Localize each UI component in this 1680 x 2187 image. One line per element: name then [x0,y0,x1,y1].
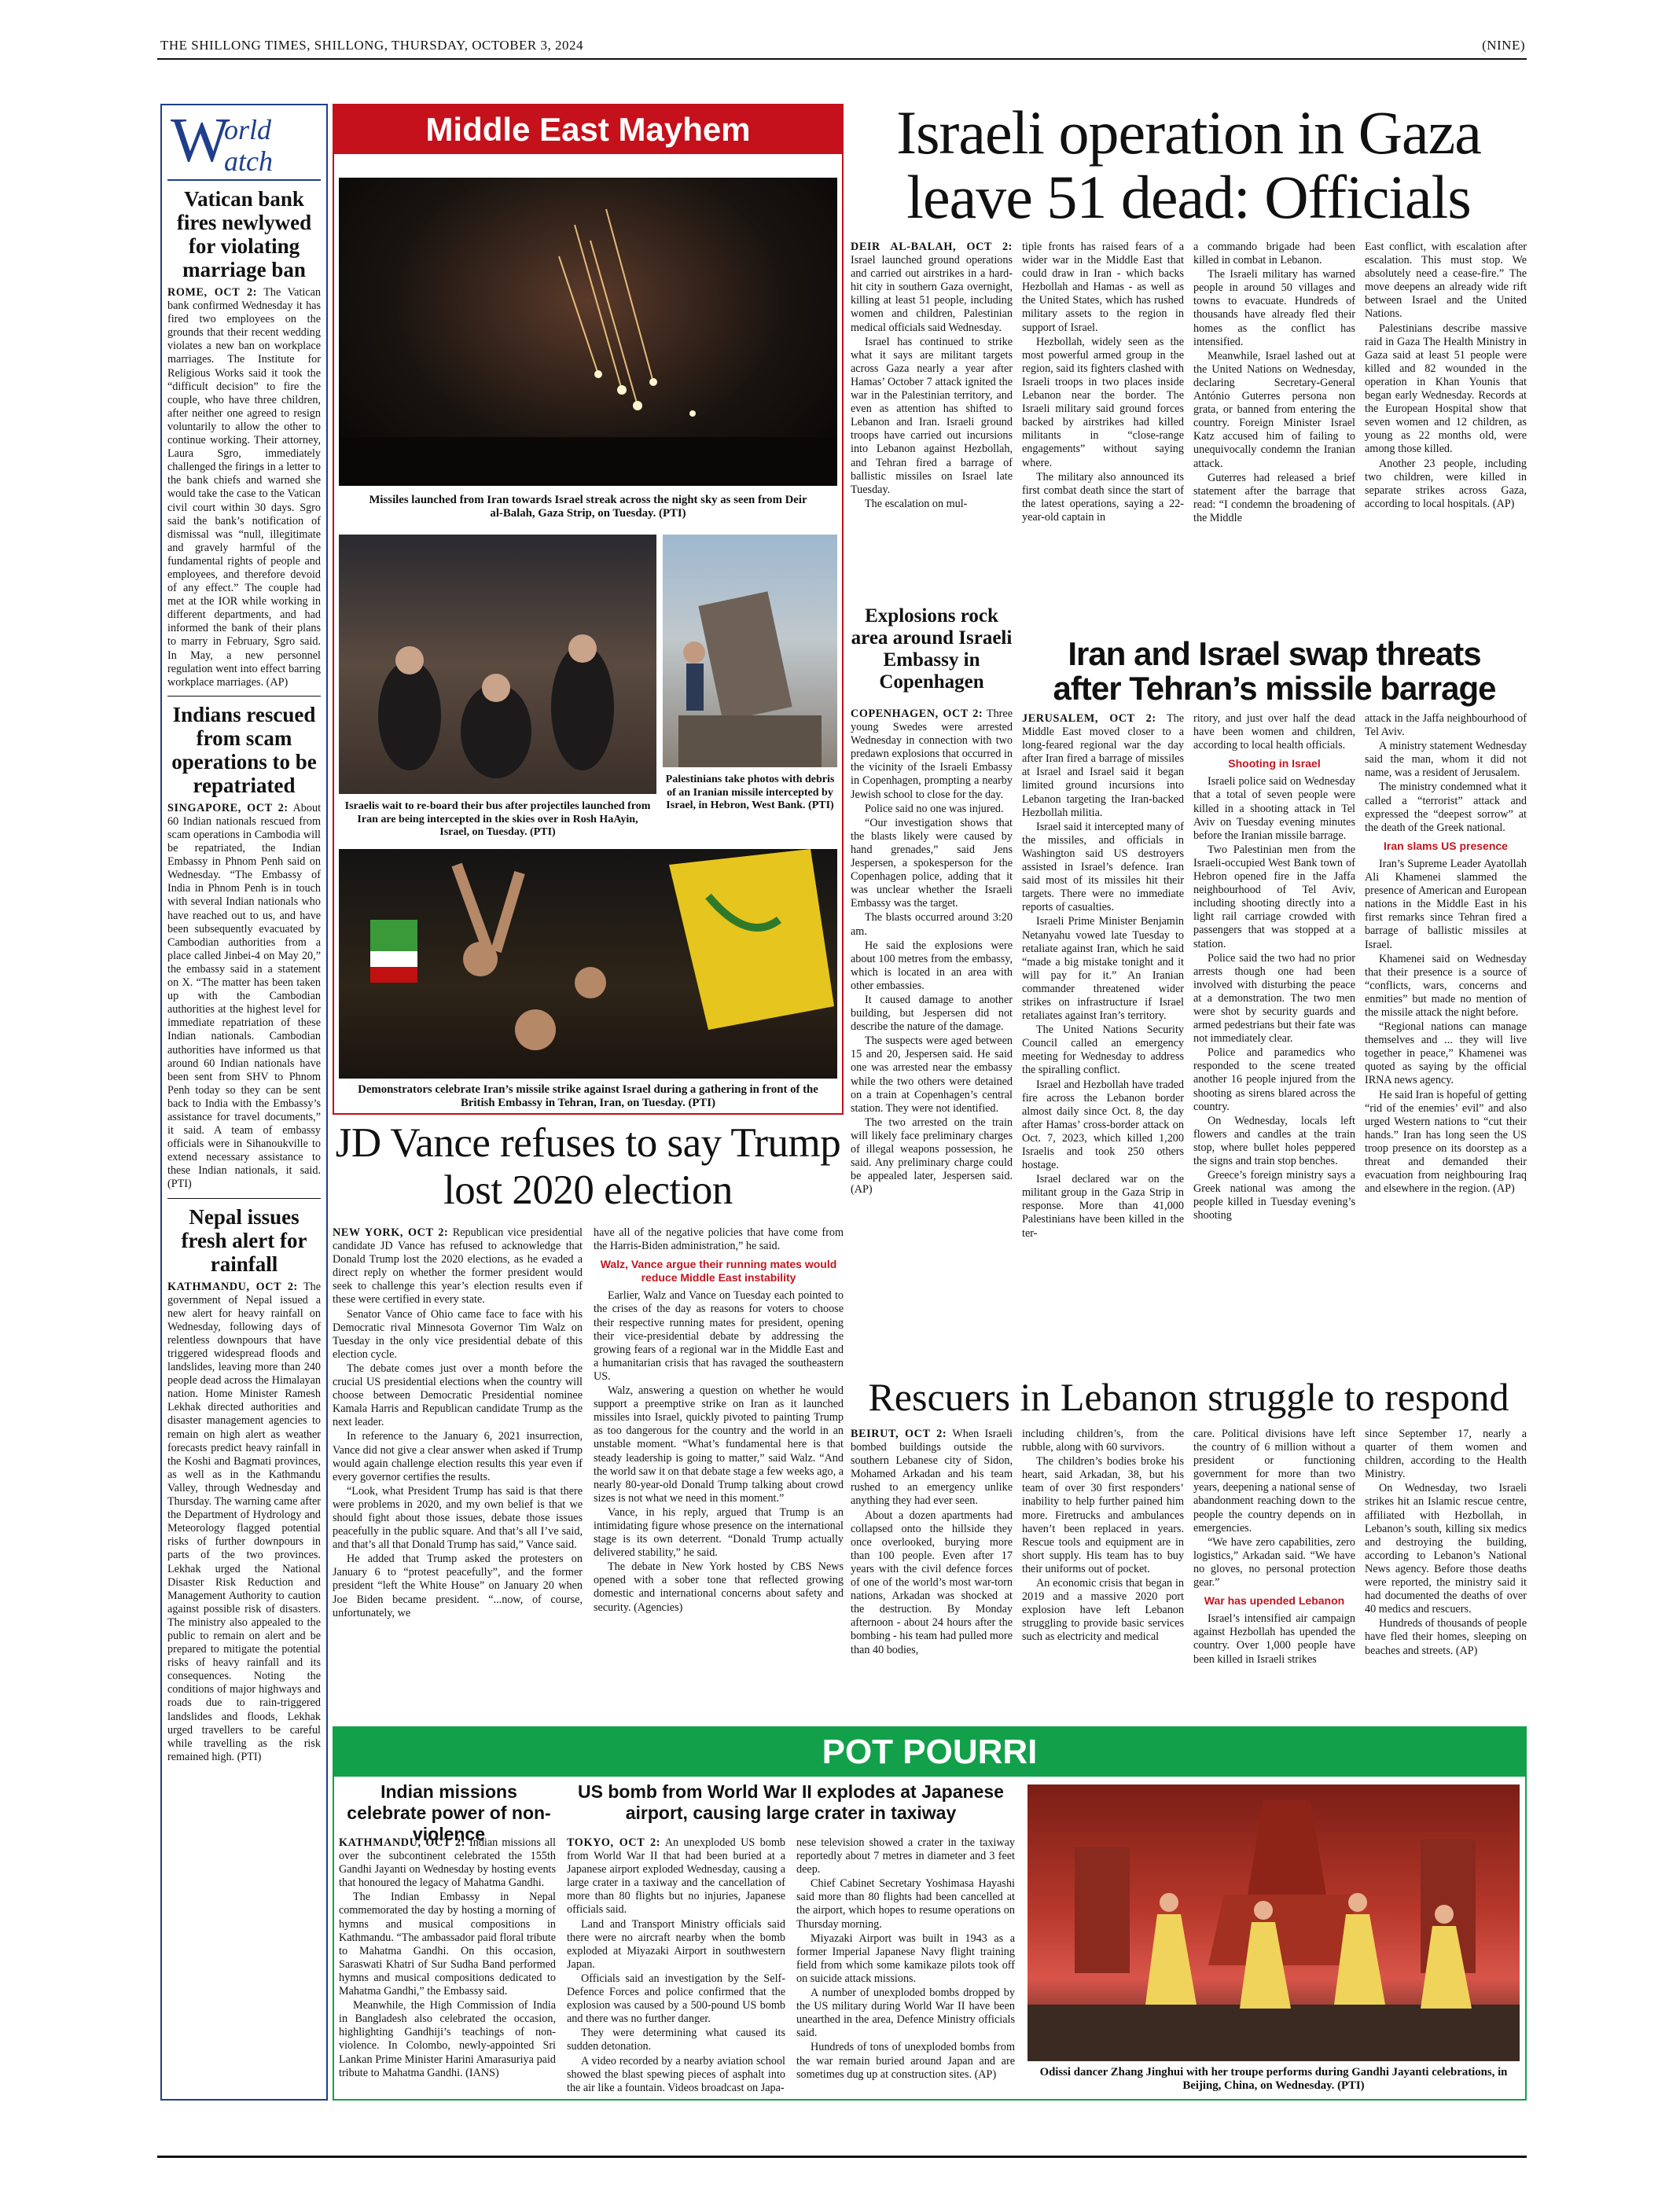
body-text: Police and paramedics who responded to the scene treated another 16 people injured from the shooting as sirens blared across the country. [1193,1046,1355,1113]
subhead: Iran slams US presence [1384,839,1508,852]
body-text: The two arrested on the train will likely face preliminary charges of illegal weapons possession, he said. Any preliminary charge could be appealed later, Jespersen said. (AP) [851,1116,1013,1196]
body-text: The blasts occurred around 3:20 am. [851,911,1013,938]
body-text: The escalation on mul- [865,497,968,510]
body-text: since September 17, nearly a quarter of them women and children, according to the Health Ministry. [1365,1428,1527,1481]
body-text: Indian missions all over the subcontinent celebrated the 155th Gandhi Jayanti on Wednesday by hosting events that honoured the legacy of Mahatma Gandhi. [339,1836,556,1890]
headline: Nepal issues fresh alert for rainfall [181,1204,307,1276]
body-text: Meanwhile, the High Commission of India in Bangladesh also celebrated the occasion, highlighting Gandhiji’s teachings of non-violence. In Colombo, newly-appointed Sri Lankan Prime Minister Harini Amarasuriya paid tribute to Mahatma Gandhi. (IANS) [339,1999,556,2079]
footer-rule [157,2156,1527,2158]
lebanon-col-2 [1022,1428,1184,1758]
body-text: Israeli Prime Minister Benjamin Netanyahu vowed late Tuesday to retaliate against Iran, which he said “made a big mistake tonight and it will pay for it.” An Iranian commander threatened wider strikes on infrastructure if Israel retaliates against Iran’s territory. [1022,915,1184,1023]
mideast-box [333,104,844,1115]
photo-caption: Odissi dancer Zhang Jinghui with her troupe performs during Gandhi Jayanti celebrations, in Beijing, China, on Wednesday. (PTI) [1039,2066,1508,2093]
body-text: Israel declared war on the militant group in the Gaza Strip in response. More than 41,000 Palestinians have been killed in the ter- [1022,1173,1184,1240]
iran-col-1 [1022,712,1184,1365]
story-indians-rescued [167,703,321,1192]
body-text: A ministry statement Wednesday said the man, whom it did not name, was a resident of Jerusalem. [1365,740,1527,780]
body-text: The Indian Embassy in Nepal commemorated the day by hosting a morning of hymns and musical compositions in Kathmandu. “The ambassador paid floral tribute to Mahatma Gandhi. On this occasion, Saraswati Khatri of Sur Sudha Band performed hymns and musical compositions dedicated to Mahatma Gandhi,” the Embassy said. [339,1891,556,1998]
body-text: a commando brigade had been killed in combat in Lebanon. [1193,241,1355,267]
body-text: About a dozen apartments had collapsed onto the hillside they once overlooked, burying more than 100 people. Even after 17 years with the civil defence forces of one of the world’s most war-torn nations, Arkadan was shocked at the destruction. By Monday afternoon - about 24 hours after the bombing - his team had pulled more than 40 bodies, [851,1509,1013,1656]
body-text: Chief Cabinet Secretary Yoshimasa Hayashi said more than 80 flights had been cancelled at the airport, which hopes to resume operations on Thursday morning. [796,1877,1015,1931]
body-text: Senator Vance of Ohio came face to face with his Democratic rival Minnesota Governor Tim Walz on Tuesday in the only vice presidential debate of this election cycle. [333,1307,583,1361]
subhead: Walz, Vance argue their running mates would reduce Middle East instability [600,1258,837,1285]
subhead: Shooting in Israel [1228,757,1321,770]
body-text: Israel has continued to strike what it says are militant targets across Gaza nearly a year after Hamas’ October 7 attack ignited the war in the Palestinian territory, and even as attention has shifted to Lebanon and Iran. Israeli ground troops have carried out incursions into Lebanon against Hezbollah, and Tehran fired a barrage of ballistic missiles on Israel late Tuesday. [851,335,1013,496]
story-nepal [167,1205,321,1764]
vance-col-2 [594,1226,844,1614]
body-text: “Our investigation shows that the blasts likely were caused by hand grenades,” said Jens Jespersen, a spokesperson for the Copenhagen police, adding that it was unclear whether the Israeli Embassy was the target. [851,816,1013,910]
body-text: Walz, answering a question on whether he would support a preemptive strike on Iran as it launched missiles into Israel, quickly pivoted to painting Trump as too dangerous for the country and the world in an unstable moment. “What’s fundamental here is that steady leadership is going to matter,” said Walz. “And the world saw it on that debate stage a few weeks ago, a nearly 80-year-old Donald Trump talking about crowd sizes is not what we need in this moment.” [594,1384,844,1505]
gaza-col-1 [851,241,1013,627]
dateline: JERUSALEM, OCT 2: [1022,712,1156,725]
body-text: On Wednesday, locals left flowers and candles at the train stop, where bullet holes peppered the signs and train stop benches. [1193,1114,1355,1167]
body-text: nese television showed a crater in the taxiway reportedly about 7 metres in diameter and 3 feet deep. [796,1836,1015,1876]
body-text: ritory, and just over half the dead have been women and children, according to local health officials. [1193,712,1355,752]
dateline: SINGAPORE, OCT 2: [167,801,289,814]
body-text: Israel’s intensified air campaign against Hezbollah has upended the country. Over 1,000 people have been killed in Israeli strikes [1193,1612,1355,1666]
body-text: About 60 Indian nationals rescued from scam operations in Cambodia will be repatriated, the Indian Embassy in Phnom Penh said on Wednesday. “The Embassy of India in Phnom Penh is in touch with several Indian nationals who have reached out to us, and have been subsequently evacuated by Cambodian authorities from a place called Jinbei-4 on May 20,” the embassy said in a statement on X. “The matter has been taken up with the Cambodian authorities at the highest level for immediate repatriation of these Indian nationals. Cambodian authorities have informed us that around 60 Indian nationals have been sent from SHV to Phnom Penh today so they can be sent back to India with the Embassy’s assistance for travel documents,” it said. A team of embassy officials were in Sihanoukville to extend necessary assistance to these Indian nationals, it said. (PTI) [167,801,322,1191]
missiles-night-photo [339,178,837,486]
section-banner: POT POURRI [334,1728,1525,1777]
body-text: Israel launched ground operations and carried out airstrikes in a hard-hit city in southern Gaza overnight, killing at least 51 people, including women and children, Palestinian medical officials said Wednesday. [851,254,1013,334]
body-text: Israeli police said on Wednesday that a total of seven people were killed in a shooting attack in Tel Aviv on Tuesday evening minutes before the Iranian missile barrage. [1193,775,1355,842]
body-text: including children’s, from the rubble, along with 60 survivors. [1022,1428,1184,1454]
body-text: Earlier, Walz and Vance on Tuesday each pointed to the crises of the day as reasons for voters to choose their respective running mates for president, opening their vice-presidential debate by addressing the growing fears of a regional war in the Middle East and a humanitarian crisis that has ravaged the southeastern US. [594,1289,844,1383]
photo-caption: Palestinians take photos with debris of an Iranian missile intercepted by Israel, in Hebron, West Bank. (PTI) [665,774,835,811]
body-text: The children’s bodies broke his heart, said Arkadan, 38, but his team of over 30 first responders’ inability to help further pained him more. Firetrucks and ambulances haven’t been replaced in years. Rescue tools and equipment are in short supply. His team has to buy their uniforms out of pocket. [1022,1455,1184,1575]
body-text: Two Palestinian men from the Israeli-occupied West Bank town of Hebron opened fire in the Jaffa neighbourhood of Tel Aviv, including shooting directly into a light rail carriage crowded with passengers that was stopped at a station. [1193,843,1355,950]
gaza-col-2 [1022,241,1184,627]
body-text: The debate in New York hosted by CBS News opened with a sober tone that reflected growing domestic and international concerns about safety and security. (Agencies) [594,1560,844,1614]
body-text: He said the explosions were about 100 metres from the embassy, which is located in an area with other embassies. [851,939,1013,992]
body-text: The United Nations Security Council called an emergency meeting for Wednesday to address the spiralling conflict. [1022,1024,1184,1077]
body-text: “Look, what President Trump has said is that there were problems in 2020, and my own belief is that we should fight about those issues, debate those issues peacefully in the public square. And that’s all I’ve said, and that’s all that Donald Trump has said,” Vance said. [333,1484,583,1552]
headline-copenhagen: Explosions rock area around Israeli Embassy in Copenhagen [851,605,1013,693]
body-text: Miyazaki Airport was built in 1943 as a former Imperial Japanese Navy flight training field from which some kamikaze pilots took off on suicide attack missions. [796,1932,1015,1985]
lebanon-col-1 [851,1428,1013,1758]
body-text: care. Political divisions have left the country of 6 million without a president or functioning government for more than two years, deepening a national sense of abandonment reaching down to the people the country depends on in emergencies. [1193,1428,1355,1535]
body-text: Israel and Hezbollah have traded fire across the Lebanon border almost daily since Oct. 8, the day after Hamas’ cross-border attack on Oct. 7, 2023, which killed 1,200 Israelis and took 250 others hostage. [1022,1078,1184,1172]
body-text: Israel said it intercepted many of the missiles, and officials in Washington said US destroyers assisted in Israel’s defence. Iran said most of its missiles hit their targets. There were no immediate reports of casualties. [1022,820,1184,914]
body-text: Police said no one was injured. [865,802,1004,815]
dateline: TOKYO, OCT 2: [567,1836,661,1849]
body-text: They were determining what caused its sudden detonation. [567,2027,785,2053]
header-rule [157,58,1527,60]
body-text: An unexploded US bomb from World War II that had been buried at a Japanese airport exploded Wednesday, causing a large crater in a taxiway and the cancellation of more than 80 flights but no injuries, Japanese officials said. [567,1836,786,1917]
bomb-col-2 [796,1836,1015,2096]
dateline: COPENHAGEN, OCT 2: [851,708,983,720]
body-text: The Vatican bank confirmed Wednesday it has fired two employees on the grounds that their recent wedding violates a new ban on workplace marriages. The Institute for Religious Works said it took the “difficult decision” to fire the couple, who have three children, after neither one agreed to resign voluntarily to allow the other to continue working. Their attorney, Laura Sgro, immediately challenged the firings in a letter to the bank chiefs and warned she would take the case to the Vatican civil court within 30 days. Sgro said the bank’s notification of dismissal was “null, illegitimate and gravely harmful of the fundamental rights of people and employees, and therefore devoid of any effect.” The couple had met at the IOR while working in different departments, and had informed the bank of their plans to marry in February, Sgro said. In May, a new personnel regulation went into effect barring workplace marriages. (AP) [167,286,321,689]
body-text: On Wednesday, two Israeli strikes hit an Islamic rescue centre, affiliated with Hezbollah, in Lebanon’s south, killing six medics and destroying the building, according to Lebanon’s National News agency. Before those deaths were reported, the ministry said it had documented the deaths of over 40 medics and rescuers. [1365,1482,1527,1616]
headline: Vatican bank fires newlywed for violating marriage ban [176,187,312,281]
section-banner: Middle East Mayhem [334,105,842,154]
body-text: A video recorded by a nearby aviation school showed the blast spewing pieces of asphalt into the air like a fountain. Videos broadcast on Japa- [567,2054,785,2094]
israelis-bus-photo [339,535,656,794]
bomb-col-1 [567,1836,785,2096]
body-text: Land and Transport Ministry officials said there were no aircraft nearby when the bomb exploded at Miyazaki Airport in southwestern Japan. [567,1917,785,1971]
dateline: DEIR AL-BALAH, OCT 2: [851,241,1013,253]
body-text: It caused damage to another building, but Jespersen did not describe the nature of the damage. [851,993,1013,1034]
tehran-demonstrators-photo [339,849,837,1079]
body-text: Greece’s foreign ministry says a Greek national was among the people killed in Tuesday evening’s shooting [1193,1169,1355,1222]
headline: Indians rescued from scam operations to be repatriated [171,702,317,797]
logo-atch: atch [224,145,273,177]
headline-line: after Tehran’s missile barrage [1053,670,1496,707]
body-text: Hundreds of tons of unexploded bombs from the war remain buried around Japan and are sometimes dug up at construction sites. (AP) [796,2041,1015,2081]
body-text: Guterres had released a brief statement after the barrage that read: “I condemn the broadening of the Middle [1193,471,1355,524]
gaza-col-3 [1193,241,1355,627]
body-text: have all of the negative policies that have come from the Harris-Biden administration,” he said. [594,1226,844,1253]
body-text: When Israeli bombed buildings outside the southern Lebanese city of Sidon, Mohamed Arkadan and his team rushed to an emergency unlike anything they had ever seen. [851,1428,1013,1508]
body-text: The government of Nepal issued a new alert for heavy rainfall on Wednesday, following days of relentless downpours that have triggered widespread floods and landslides, leaving more than 240 people dead across the Himalayan nation. Home Minister Ramesh Lekhak directed authorities and disaster management agencies to remain on high alert as weather forecasts predict heavy rainfall in the Koshi and Bagmati provinces, as well as in the Kathmandu Valley, through Wednesday and Thursday. The warning came after the Department of Hydrology and Meteorology flagged potential risks of further downpours in parts of the two provinces. Lekhak urged the National Disaster Risk Reduction and Management Authority to caution against possible risk of disasters. The ministry also appealed to the public to remain on alert and be prepared to mitigate the potential risks of heavy rainfall and its consequences. Noting the conditions of major highways and roads due to rain-triggered landslides and floods, Lekhak urged travellers to be careful while travelling as the risk remained high. (PTI) [167,1280,321,1763]
body-text: The Israeli military has warned people in around 50 villages and towns to evacuate. Hundreds of thousands have already fled their homes as the conflict has intensified. [1193,268,1355,348]
iran-col-3 [1365,712,1527,1365]
subhead: War has upended Lebanon [1204,1594,1345,1608]
lebanon-col-4 [1365,1428,1527,1758]
world-watch-logo [167,106,321,181]
dateline: BEIRUT, OCT 2: [851,1428,947,1440]
body-text: Iran’s Supreme Leader Ayatollah Ali Khamenei slammed the presence of American and European nations in the Middle East in his first remarks since Tehran fired a barrage of ballistic missiles at Israel. [1365,857,1527,951]
body-text: Republican vice presidential candidate JD Vance has refused to acknowledge that Donald Trump lost the 2020 elections, as he evaded a direct reply on whether the former president would seek to challenge this year’s election results even if these were certified in every state. [333,1226,583,1307]
body-text: Khamenei said on Wednesday that their presence is a source of “conflicts, wars, concerns and enmities” but made no mention of the missile attack the night before. [1365,952,1527,1019]
body-text: He said Iran is hopeful of getting “rid of the enemies’ evil” and also urged Western nations to “cut their hands.” Iran has long seen the US troop presence on its doorstep as a threat and demanded their evacuation from neighbouring Iraq and elsewhere in the region. (AP) [1365,1088,1527,1196]
body-text: The suspects were aged between 15 and 20, Jespersen said. He said one was arrested near the embassy while the two others were detained on a train at Copenhagen’s central station. They were not identified. [851,1035,1013,1115]
copenhagen-col [851,708,1013,1368]
divider [167,1198,321,1199]
body-text: Meanwhile, Israel lashed out at the United Nations on Wednesday, declaring Secretary-General António Guterres persona non grata, or banned from entering the country. Foreign Minister Israel Katz accused him of failing to unequivocally condemn the Iranian attack. [1193,349,1355,470]
headline-line: Iran and Israel swap threats [1068,635,1481,672]
logo-orld: orld [224,114,272,145]
body-text: A number of unexploded bombs dropped by the US military during World War II have been unearthed in the area, Defence Ministry officials said. [796,1987,1015,2040]
body-text: Three young Swedes were arrested Wednesday in connection with two predawn explosions that occurred in the vicinity of the Israeli Embassy in Copenhagen, prompting a nearby Jewish school to close for the day. [851,708,1013,801]
headline-japan-bomb: US bomb from World War II explodes at Japanese airport, causing large crater in taxiway [578,1781,1004,1823]
body-text: Vance, in his reply, argued that Trump is an intimidating figure whose presence on the international stage is its own deterrent. “Donald Trump actually delivered stability,” he said. [594,1505,844,1560]
body-text: He added that Trump asked the protesters on January 6 to “protest peacefully”, and the former president “left the White House” on January 20 when Joe Biden became president. “...now, of course, unfortunately, we [333,1553,583,1619]
gaza-col-4 [1365,241,1527,627]
body-text: “We have zero capabilities, zero logistics,” Arkadan said. “We have no gloves, no personal protection gear.” [1193,1535,1355,1590]
body-text: Hezbollah, widely seen as the most powerful armed group in the region, said its fighters clashed with Israeli troops in two places inside Lebanon near the border. The Israeli military said ground forces backed by airstrikes had killed militants in “close-range engagements” without saying where. [1022,335,1184,469]
body-text: In reference to the January 6, 2021 insurrection, Vance did not give a clear answer when asked if Trump would again challenge election results this year even if every governor certifies the results. [333,1430,583,1483]
body-text: “Regional nations can manage themselves and ... they will live together in peace,” Khamenei was quoted as saying by the official IRNA news agency. [1365,1020,1527,1087]
lebanon-col-3 [1193,1428,1355,1758]
dateline: NEW YORK, OCT 2: [333,1226,449,1239]
headline-vance: JD Vance refuses to say Trump lost 2020 election [335,1120,841,1213]
body-text: Officials said an investigation by the Self-Defence Forces and police confirmed that the explosion was caused by a 500-pound US bomb and there was no further danger. [567,1972,785,2026]
headline-iran-israel [1022,637,1527,708]
headline-india-missions: Indian missions celebrate power of non-violence [347,1781,551,1844]
potpourri-box [333,1726,1527,2101]
iran-col-2 [1193,712,1355,1365]
story-vatican [167,187,321,689]
divider [167,696,321,697]
photo-caption: Missiles launched from Iran towards Israel streak across the night sky as seen from Deir al-Balah, Gaza Strip, on Tuesday. (PTI) [369,494,807,520]
body-text: attack in the Jaffa neighbourhood of Tel Aviv. [1365,712,1527,739]
body-text: The debate comes just over a month before the crucial US presidential elections when the country will choose between Democratic Presidential nominee Kamala Harris and Republican candidate Trump as the next leader. [333,1362,583,1429]
photo-caption: Demonstrators celebrate Iran’s missile strike against Israel during a gathering in front of the British Embassy in Tehran, Iran, on Tuesday. (PTI) [358,1083,818,1110]
headline-lebanon: Rescuers in Lebanon struggle to respond [868,1375,1509,1419]
dateline: KATHMANDU, OCT 2: [339,1836,466,1849]
body-text: Palestinians describe massive raid in Gaza The Health Ministry in Gaza said at least 51 people were killed and 82 wounded in the operation in Khan Younis that began early Wednesday. Records at the European Hospital show that seven women and 12 children, as young as 22 months old, were among those killed. [1365,322,1527,456]
headline-gaza: Israeli operation in Gaza leave 51 dead: Officials [896,98,1481,231]
missile-debris-photo [663,535,837,767]
body-text: Police said the two had no prior arrests though one had been involved with disturbing the peace at a demonstration. The two men were shot by security guards and armed pedestrians but their fate was not immediately clear. [1193,951,1355,1046]
logo-letter: W [171,106,230,175]
photo-caption: Israelis wait to re-board their bus after projectiles launched from Iran are being intercepted in the skies over in Rosh HaAyin, Israel, on Tuesday. (PTI) [344,800,651,838]
dateline: KATHMANDU, OCT 2: [167,1280,298,1293]
body-text: An economic crisis that began in 2019 and a massive 2020 port explosion have left Lebanon struggling to provide basic services such as electricity and medical [1022,1577,1184,1644]
body-text: Another 23 people, including two children, were killed in separate strikes across Gaza, according to local hospitals. (AP) [1365,457,1527,510]
body-text: Hundreds of thousands of people have fled their homes, sleeping on beaches and streets. (AP) [1365,1617,1527,1657]
body-text: East conflict, with escalation after escalation. This must stop. We absolutely need a cease-fire.” The move deepens an already wide rift between Israel and the United Nations. [1365,241,1527,321]
dateline: ROME, OCT 2: [167,286,258,299]
body-text: tiple fronts has raised fears of a wider war in the Middle East that could draw in Iran - which backs Hezbollah and Hamas - as well as the United States, which has rushed military assets to the region in support of Israel. [1022,241,1184,334]
masthead-line: THE SHILLONG TIMES, SHILLONG, THURSDAY, OCTOBER 3, 2024 [160,38,584,53]
body-text: The military also announced its first combat death since the start of the latest operations, saying a 22-year-old captain in [1022,470,1184,524]
vance-col-1 [333,1226,583,1619]
page-number: (NINE) [1482,38,1525,53]
india-missions-col [339,1836,556,2096]
odissi-dancers-photo [1027,1785,1520,2061]
body-text: The Middle East moved closer to a long-feared regional war the day after Iran fired a barrage of missiles at Israel and Israel said it began limited ground incursions into Lebanon targeting the Iran-backed Hezbollah militia. [1022,712,1184,819]
world-watch-box [160,104,328,2101]
body-text: The ministry condemned what it called a “terrorist” attack and expressed the “deepest sorrow” at the death of the Greek national. [1365,781,1527,834]
